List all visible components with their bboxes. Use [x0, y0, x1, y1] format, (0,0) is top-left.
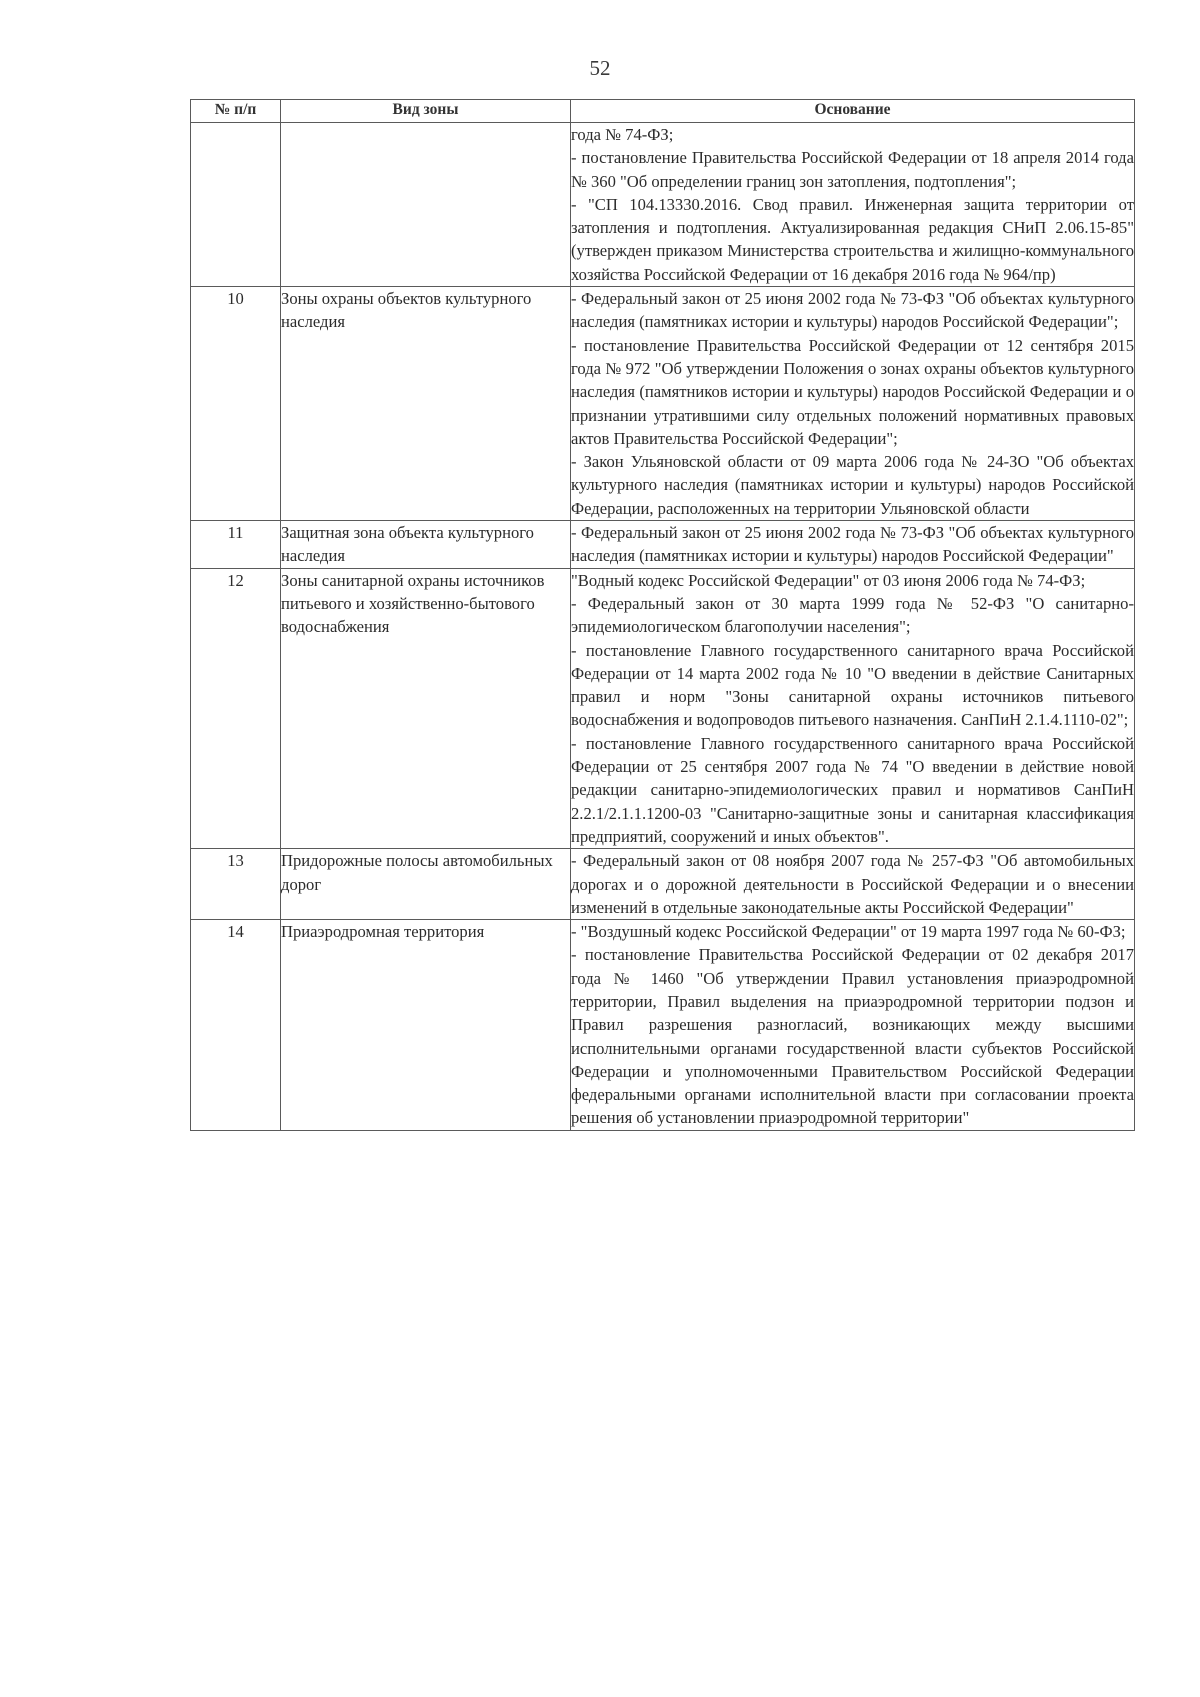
basis-cell: [571, 849, 1135, 920]
zone-type: Придорожные полосы автомобильных дорог: [281, 849, 571, 920]
zone-type: [281, 123, 571, 287]
basis-paragraph: - Федеральный закон от 25 июня 2002 года № 73-ФЗ "Об объектах культурного наследия (памятниках истории и культуры) народов Российской Федерации";: [571, 289, 1134, 332]
table-row: [191, 287, 1135, 521]
zone-type: Защитная зона объекта культурного наследия: [281, 521, 571, 569]
basis-paragraph: - Федеральный закон от 30 марта 1999 года № 52-ФЗ "О санитарно-эпидемиологическом благополучии населения";: [571, 593, 1134, 637]
basis-paragraph: - "СП 104.13330.2016. Свод правил. Инженерная защита территории от затопления и подтопления. Актуализированная редакция СНиП 2.06.15-85" (утвержден приказом Министерства строительства и жилищно-коммунального хозяйства Российской Федерации от 16 декабря 2016 года № 964/пр): [571, 194, 1134, 284]
basis-cell: [571, 123, 1135, 287]
row-number: 13: [191, 849, 281, 920]
basis-paragraph: - постановление Главного государственного санитарного врача Российской Федерации от 25 сентября 2007 года № 74 "О введении в действие новой редакции санитарно-эпидемиологических правил и нормативов СанПиН 2.2.1/2.1.1.1200-03 "Санитарно-защитные зоны и санитарная классификация предприятий, сооружений и иных объектов".: [571, 733, 1134, 846]
row-number: [191, 123, 281, 287]
table-row: [191, 849, 1135, 920]
basis-paragraph: - Закон Ульяновской области от 09 марта 2006 года № 24-ЗО "Об объектах культурного наследия (памятниках истории и культуры) народов Российской Федерации, расположенных на территории Ульяновской области: [571, 452, 1134, 518]
basis-paragraph: "Водный кодекс Российской Федерации" от 03 июня 2006 года № 74-ФЗ;: [571, 570, 1086, 590]
basis-paragraph: - постановление Правительства Российской Федерации от 02 декабря 2017 года № 1460 "Об утверждении Правил установления приаэродромной территории, Правил выделения на приаэродромной территории подзон и Правил разрешения разногласий, возникающих между высшими исполнительными органами государственной власти субъектов Российской Федерации и уполномоченными Правительством Российской Федерации федеральными органами исполнительной власти при согласовании проекта решения об установлении приаэродромной территории": [571, 945, 1134, 1128]
row-number: 14: [191, 920, 281, 1131]
basis-paragraph: - постановление Главного государственного санитарного врача Российской Федерации от 14 марта 2002 года № 10 "О введении в действие Санитарных правил и норм "Зоны санитарной охраны источников питьевого водоснабжения и водопроводов питьевого назначения. СанПиН 2.1.4.1110-02";: [571, 640, 1134, 730]
table-row: [191, 920, 1135, 1131]
basis-cell: [571, 568, 1135, 849]
zone-type: Зоны охраны объектов культурного наследия: [281, 287, 571, 521]
basis-paragraph: - постановление Правительства Российской Федерации от 18 апреля 2014 года № 360 "Об определении границ зон затопления, подтопления";: [571, 148, 1134, 191]
zone-type: Зоны санитарной охраны источников питьевого и хозяйственно-бытового водоснабжения: [281, 568, 571, 849]
basis-cell: [571, 920, 1135, 1131]
basis-cell: [571, 521, 1135, 569]
table-row: [191, 521, 1135, 569]
basis-paragraph: - "Воздушный кодекс Российской Федерации" от 19 марта 1997 года № 60-ФЗ;: [571, 922, 1126, 942]
header-number: № п/п: [191, 100, 281, 123]
basis-paragraph: - Федеральный закон от 08 ноября 2007 года № 257-ФЗ "Об автомобильных дорогах и о дорожной деятельности в Российской Федерации и о внесении изменений в отдельные законодательные акты Российской Федерации": [571, 851, 1134, 917]
header-zone-type: Вид зоны: [281, 100, 571, 123]
row-number: 11: [191, 521, 281, 569]
zones-table: [190, 99, 1135, 1131]
table-row: [191, 568, 1135, 849]
basis-paragraph: - Федеральный закон от 25 июня 2002 года № 73-ФЗ "Об объектах культурного наследия (памятниках истории и культуры) народов Российской Федерации": [571, 523, 1134, 566]
page-number: 52: [589, 56, 611, 80]
basis-paragraph: года № 74-ФЗ;: [571, 125, 674, 144]
basis-cell: [571, 287, 1135, 521]
row-number: 10: [191, 287, 281, 521]
table-header-row: [191, 100, 1135, 123]
table-row: [191, 123, 1135, 287]
header-basis: Основание: [571, 100, 1135, 123]
basis-paragraph: - постановление Правительства Российской Федерации от 12 сентября 2015 года № 972 "Об утверждении Положения о зонах охраны объектов культурного наследия (памятников истории и культуры) народов Российской Федерации и о признании утратившими силу отдельных положений нормативных правовых актов Правительства Российской Федерации";: [571, 335, 1134, 448]
row-number: 12: [191, 568, 281, 849]
zone-type: Приаэродромная территория: [281, 920, 571, 1131]
